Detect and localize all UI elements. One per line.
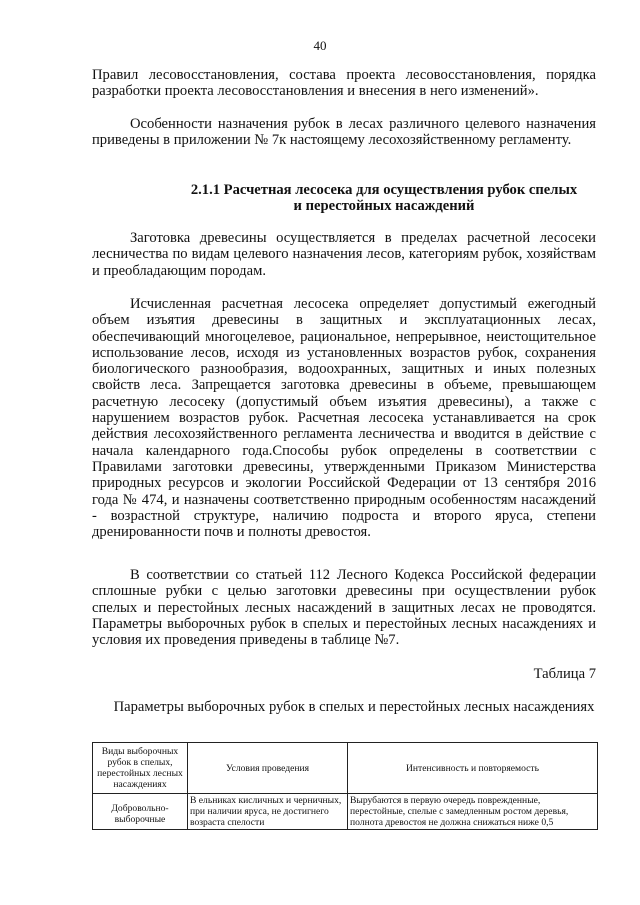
- section-heading-line2: и перестойных насаждений: [293, 198, 475, 214]
- parameters-table: [92, 742, 598, 830]
- header-conditions: Условия проведения: [188, 743, 348, 794]
- paragraph-1: Правил лесовосстановления, состава проекта лесовосстановления, порядка разработки проекта лесовосстановления и внесения в него изменений».: [92, 67, 596, 100]
- paragraph-2: Особенности назначения рубок в лесах различного целевого назначения приведены в приложении № 7к настоящему лесохозяйственному регламенту.: [92, 116, 596, 149]
- table-caption: Параметры выборочных рубок в спелых и перестойных лесных насаждениях: [113, 699, 595, 715]
- table-header-row: [93, 743, 598, 794]
- cell-conditions: В ельниках кисличных и черничных, при наличии яруса, не достигнего возраста спелости: [188, 794, 348, 830]
- paragraph-3: Заготовка древесины осуществляется в пределах расчетной лесосеки лесничества по видам целевого назначения лесов, категориям рубок, хозяйствам и преобладающим породам.: [92, 230, 596, 279]
- paragraph-4: Исчисленная расчетная лесосека определяет допустимый ежегодный объем изъятия древесины в защитных и эксплуатационных лесах, обеспечивающий многоцелевое, рациональное, непрерывное, неистощительное использование лесов, исходя из установленных возрастов рубок, сохранения биологического разнообразия, водоохранных, защитных и иных полезных свойств леса. Запрещается заготовка древесины в объеме, превышающем расчетную лесосеку (допустимый объем изъятия древесины), а также с нарушением возрастов рубок. Расчетная лесосека устанавливается на срок действия лесохозяйственного регламента лесничества и вводится в действие с начала календарного года.Способы рубок определены в соответствии с Правилами заготовки древесины, утвержденными Приказом Министерства природных ресурсов и экологии Российской Федерации от 13 сентября 2016 года № 474, и назначены соответственно природным особенностям насаждений - возрастной структуре, наличию подроста и второго яруса, степени дренированности почв и полноты древостоя.: [92, 296, 596, 541]
- cell-cut-type: Добровольно-выборочные: [93, 794, 188, 830]
- paragraph-5: В соответствии со статьей 112 Лесного Кодекса Российской федерации сплошные рубки с целью заготовки древесины при осуществлении рубок спелых и перестойных лесных насаждений в защитных лесах не проводятся. Параметры выборочных рубок в спелых и перестойных лесных насаждениях и условия их проведения приведены в таблице №7.: [92, 567, 596, 649]
- cell-intensity: Вырубаются в первую очередь поврежденные, перестойные, спелые с замедленным ростом деревья, полнота древостоя не должна снижаться ниже 0,5: [348, 794, 598, 830]
- table-label: Таблица 7: [533, 666, 596, 682]
- section-heading-line1: 2.1.1 Расчетная лесосека для осуществления рубок спелых: [190, 182, 578, 198]
- table-row: [93, 794, 598, 830]
- header-cut-types: Виды выборочных рубок в спелых, перестойных лесных насаждениях: [93, 743, 188, 794]
- page-number: 40: [313, 38, 327, 53]
- header-intensity: Интенсивность и повторяемость: [348, 743, 598, 794]
